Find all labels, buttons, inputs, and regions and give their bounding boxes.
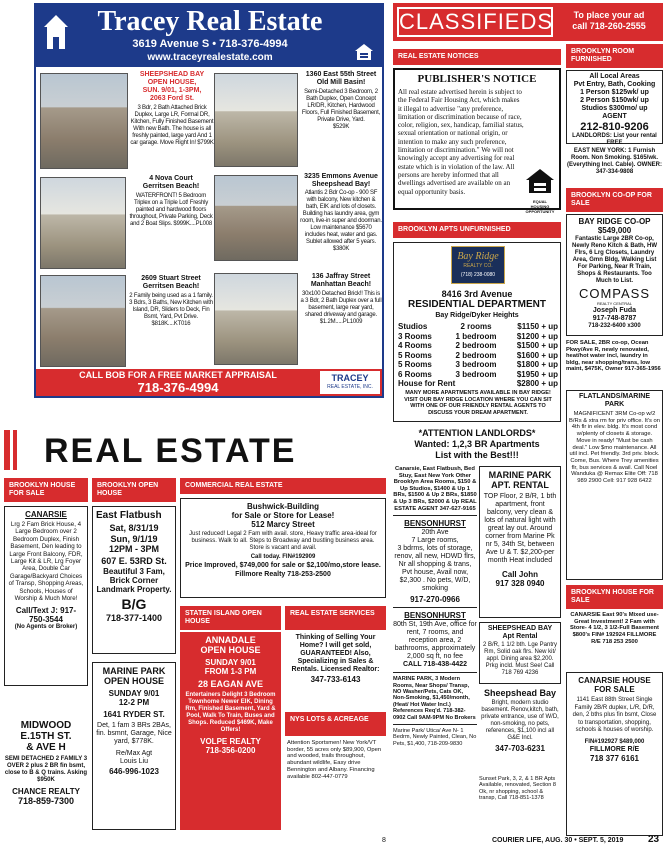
listing-2-body: Semi-Detached 3 Bedroom, 2 Bath Duplex, Open Concept LR/DR, Kitchen, Hardwood Floors, Full Finished Basement, Private Drive, Yard. $529K <box>301 89 381 130</box>
listing-5-body: 2 Family being used as a 1 family. 3 Bdrs, 3 Baths, New Kitchen with Island, DR, Sliders to Deck, Fin Bsmt, Yard, Pvt Drive. $818K....KT016 <box>129 293 213 327</box>
sheepshead-studio-title: Sheepshead Bay <box>483 688 557 698</box>
canarsie-note: (No Agents or Broker) <box>14 624 78 631</box>
marine-park-utica-ad: Marine Park/ Utica/ Ave N- 1 Bedrm, Newly Painted, Clean, No Pets, $1,400, 718-209-9830 <box>393 728 477 747</box>
bushwick-price: Price Improved, $749,000 for sale or $2,100/mo,store lease. <box>185 562 381 569</box>
canarsie-house-agent: FILLMORE R/E <box>589 745 640 753</box>
marine-park-rental-body: TOP Floor, 2 B/R, 1 bth apartment, front balcony, very clean & lots of natural light with great lay out. Around corner from Marine Pk nr 5, 34th St, between Ave U & T. $2,200-per month Heat included <box>483 493 557 564</box>
bensonhurst-1-title: BENSONHURST <box>404 519 466 529</box>
east-flatbush-ad <box>92 506 176 654</box>
publishers-notice-body: All real estate advertised herein is subject to the Federal Fair Housing Act, which makes it illegal to advertise "any preference, limitation or discrimination because of race, color, religion, sex, handicap, familial status, sexual orientation or national origin, or intention to make any such preference, limitation or discrimination." We will not knowingly accept any advertising for real estate which is in violation of the law. All persons are hereby informed that all dwellings advertised are available on an equal opportunity basis. <box>398 88 524 196</box>
rent-row <box>398 332 558 342</box>
compass-sub: REALTY CENTRAL <box>597 301 632 306</box>
listing-6 <box>300 273 382 367</box>
sheepshead-studio-phone: 347-703-6231 <box>495 744 545 753</box>
marine-park-small-ad: MARINE PARK, 3 Modern Rooms, Near Shops/ Transp, NO Washer/Pets, Cats OK, Non-Smoking, $1,450/month, (Heat/ Hot Water Incl.) References Req'd. 718-382-0902 Call 9AM-9PM No Brokers <box>393 676 476 721</box>
bay-ridge-logo-phone: (718) 238-0080 <box>460 272 496 278</box>
coop-header: BROOKLYN CO-OP FOR SALE <box>566 188 663 212</box>
canarsie-apts: Canarsie, East Flatbush, Bed Stuy, East New York Other Brooklyn Area Rooms, $150 & Up Studios, $1400 & Up 1 BRs, $1500 & Up 2 BRs, $1850 & Up 3 BRs, $2000 & Up REAL ESTATE AGENT 347-627-9165 <box>393 466 477 512</box>
listing-2-head: 1360 East 55th Street Old Mill Basin! <box>305 71 377 86</box>
east-flatbush-title: East Flatbush <box>96 510 162 521</box>
listing-photo-3[interactable] <box>40 177 126 269</box>
rent-row <box>398 370 558 380</box>
flatlands-title: FLATLANDS/MARINE PARK <box>578 393 651 408</box>
listing-1 <box>130 71 214 175</box>
canarsie-house-phone: 718 377 6161 <box>590 753 639 763</box>
fuda-phone-1: 917-748-8787 <box>592 315 637 322</box>
publishers-notice-title: PUBLISHER'S NOTICE <box>417 73 537 85</box>
rent-row <box>398 351 558 361</box>
rent-row-label: 5 Rooms <box>398 350 432 360</box>
rent-row-rooms: 3 bedroom <box>455 360 497 369</box>
bay-ridge-dept: RESIDENTIAL DEPARTMENT <box>408 299 546 310</box>
rent-row-price: $1800 + up <box>516 360 558 369</box>
east-flatbush-when: Sat, 8/31/19 Sun, 9/1/19 12PM - 3PM <box>108 523 159 554</box>
rent-row-price: $1200 + up <box>516 331 558 341</box>
bushwick-call: Call today. FIN#192909 <box>250 554 316 560</box>
flatlands-ad <box>566 390 663 580</box>
marine-open-title: MARINE PARK OPEN HOUSE <box>102 666 166 686</box>
marine-open-addr: 1641 RYDER ST. <box>103 710 165 719</box>
canarsie-call: Call/Text J: 917-750-3544 <box>15 606 77 625</box>
sheepshead-apt-title: SHEEPSHEAD BAY Apt Rental <box>487 625 553 640</box>
equal-housing-icon <box>354 43 374 61</box>
canarsie-house-fin: FIN#192927 $489,000 <box>584 738 645 745</box>
services-body: Thinking of Selling Your Home? I will get sold, GUARANTEED! Also, Specializing in Sales & Rentals. Licensed Realtor: <box>291 634 380 673</box>
bay-ridge-area: Bay Ridge/Dyker Heights <box>435 312 519 319</box>
rent-row-rooms: 3 bedroom <box>455 369 497 379</box>
rent-row-rooms <box>448 379 504 389</box>
tracey-name: Tracey Real Estate <box>97 6 323 37</box>
footer-page-right: 23 <box>648 834 660 845</box>
landlords-ad: *ATTENTION LANDLORDS* Wanted: 1,2,3 BR Apartments List with the Best!!! <box>414 428 540 460</box>
canarsie-header: BROOKLYN HOUSE FOR SALE <box>4 478 88 502</box>
marine-open-agent: Re/Max Agt Louis Liu <box>115 750 153 765</box>
room-phone: 212-810-9206 <box>580 121 649 133</box>
room-header: BROOKLYN ROOM FURNISHED <box>566 44 663 68</box>
appraisal-text: CALL BOB FOR A FREE MARKET APPRAISAL <box>79 370 277 380</box>
rent-row-label: 3 Rooms <box>398 331 432 341</box>
canarsie-body: Lrg 2 Fam Brick House, 4 Large Bedroom over 2 Bedroom Duplex, Finish Basement, Den leading to Large Front Balcony, FDR, Large Kit & LR, Lrg Foyer Area, Double Car Garage/Backyard Choices of Transp, Shopping Areas, Schools, Houses of Worship & Much More! <box>8 521 84 603</box>
bushwick-agent: Fillmore Realty 718-253-2500 <box>235 571 331 578</box>
midwood-phone: 718-859-7300 <box>17 796 75 806</box>
east-flatbush-addr: 607 E. 53RD St. <box>101 555 167 566</box>
marine-park-rental-title: MARINE PARK APT. RENTAL <box>488 470 552 490</box>
annadale-ad <box>180 632 281 830</box>
tracey-logo-sub: REAL ESTATE, INC. <box>327 384 373 390</box>
rent-row-label: 5 Rooms <box>398 360 432 369</box>
canarsie-house-ad <box>566 672 663 836</box>
annadale-title: ANNADALE OPEN HOUSE <box>200 635 261 655</box>
listing-2 <box>300 71 382 175</box>
listing-3-body: WATERFRONT! 5 Bedroom Triplex on a Triple Lot! Freshly painted and hardwood floors throughout, Private Parking, Deck and 2 Boat Slips. $999K....PL008 <box>129 193 213 227</box>
annadale-body: Entertainers Delight 3 Bedroom Townhome Newer EIK, Dining Rm, Finished Basement, Yard & Pool, Walk To Train, Buses and Shops. Reduced $469K, Make Offers! <box>185 692 276 733</box>
bay-ridge-coop-body: Fantastic Large 2BR Co-op, Newly Reno Kitch & Bath, HW Flrs, 6 Lrg Closets, Laundry Area, Gmn Bldg, Walking List For Parking, Near R Train, Shops & Restaurants. Too Much to List. <box>571 236 657 284</box>
tracey-house-logo-icon <box>42 13 70 53</box>
house-sale-header: BROOKLYN HOUSE FOR SALE <box>566 585 663 609</box>
tracey-mini-logo <box>320 371 380 394</box>
bensonhurst-1-phone: 917-270-0966 <box>410 595 460 605</box>
rent-row-rooms: 2 bedroom <box>455 350 497 360</box>
apts-col-left <box>393 466 477 838</box>
listing-6-body: 30x100 Detached Brick!! This is a 3 Bdr, 2 Bath Duplex over a full basement, large rear yard, shared driveway and garage. $1.2M.....PL1009 <box>300 291 382 325</box>
lots-header: NYS LOTS & ACREAGE <box>285 712 386 736</box>
bay-ridge-note: MANY MORE APARTMENTS AVAILABLE IN BAY RIDGE! VISIT OUR BAY RIDGE LOCATION WHERE YOU CAN SIT WITH ONE OF OUR FRIENDLY RENTAL AGENTS TO DISCUSS YOUR DREAM APARTMENT. <box>404 390 552 416</box>
listing-1-head: SHEEPSHEAD BAY OPEN HOUSE, SUN. 9/01, 1-3PM, 2063 Ford St. <box>139 71 205 102</box>
tracey-website: www.traceyrealestate.com <box>147 52 273 63</box>
annadale-addr: 28 EAGAN AVE <box>197 679 264 689</box>
eho-label: EQUAL HOUSING OPPORTUNITY <box>525 199 555 214</box>
bensonhurst-1-body: 20th Ave 7 Large rooms, 3 bdrms, lots of storage, renov, all new, HDWD flrs, Nr all shopping & trans, Pvt house, Avail now, $2,300 . No pets, W/D, smoking <box>394 529 476 593</box>
publishers-notice <box>393 68 561 214</box>
canarsie-house-title: CANARSIE HOUSE FOR SALE <box>578 676 651 694</box>
rent-row <box>398 379 558 389</box>
sheepshead-studio-ad <box>479 688 561 770</box>
classifieds-cta: To place your ad call 718-260-2555 <box>572 10 646 31</box>
room-furnished-ad <box>566 70 663 144</box>
canarsie-title: CANARSIE <box>25 510 67 519</box>
tracey-address: 3619 Avenue S • 718-376-4994 <box>132 38 288 50</box>
listing-photo-2[interactable] <box>214 73 298 167</box>
east-flatbush-desc: Beautiful 3 Fam, Brick Corner Landmark Property. <box>96 566 172 594</box>
bushwick-ad <box>180 498 386 598</box>
staten-header: STATEN ISLAND OPEN HOUSE <box>180 606 281 630</box>
annadale-phone: 718-356-0200 <box>205 746 256 755</box>
services-phone: 347-733-6143 <box>310 675 361 684</box>
rent-row <box>398 341 558 351</box>
bay-ridge-logo <box>451 246 505 284</box>
rent-row-price: $1150 + up <box>517 322 558 331</box>
footer-page-left: 8 <box>382 837 386 844</box>
midwood-ad <box>4 720 88 830</box>
sunset-park-ad: Sunset Park, 3, 2, & 1 BR Apts Available, renovated, Section 8 Ok, nr shopping, school & transp, Call 718-851-1378 <box>479 776 557 802</box>
rent-row-price: $1600 + up <box>516 350 558 360</box>
notices-header: REAL ESTATE NOTICES <box>393 49 561 65</box>
rent-row-label: 4 Rooms <box>398 341 432 350</box>
classifieds-title-box <box>397 7 553 37</box>
rent-row <box>398 360 558 370</box>
banner-stripe-left <box>4 430 10 470</box>
east-flatbush-phone: 718-377-1400 <box>105 612 163 623</box>
rent-row-rooms: 2 bedroom <box>455 341 497 350</box>
flatlands-body: MAGNIFICENT 3RM Co-op w/2 B/Rs & xtra rm for priv office. It's on 4th flr in elev. bldg. It's most cond w/plenty of closets & storage. Move in ready! "Must be cash deal." Low $mo maintenance. All util incl. Pet friendly. 3rd priv. block. Come, Bus. Where Trey amenities flr, bus services & avail. Call Noel Wanduka @ Remax Elite Off: 718 989 2900 Cell: 917 928 6422 <box>569 411 660 485</box>
classifieds-header <box>393 3 663 41</box>
bay-ridge-logo-text: Bay Ridge <box>457 251 499 262</box>
banner-stripe-left-2 <box>13 430 17 470</box>
listing-photo-1[interactable] <box>40 73 128 169</box>
listing-photo-5[interactable] <box>40 275 126 367</box>
marine-park-rental-ad <box>479 466 561 618</box>
bay-ridge-address: 8416 3rd Avenue <box>441 289 513 299</box>
appraisal-banner[interactable] <box>36 369 382 396</box>
listing-4-body: Atlantis 2 Bdr Co-op - 900 SF with balcony, New kitchen & bath, EIK and lots of closets. Building has laundry area, gym room, live-in super and doorman. Low maintenance $5670 includes heat, water and gas. Sublet allowed after 5 years. $380K <box>300 190 382 252</box>
services-ad <box>285 632 386 706</box>
bay-ridge-coop-ad <box>566 214 663 336</box>
annadale-agent: VOLPE REALTY <box>200 737 261 746</box>
listing-4-head: 3235 Emmons Avenue Sheepshead Bay! <box>304 173 378 188</box>
listing-1-body: 3 Bdr, 2 Bath Attached Brick Duplex, Large LR, Formal DR, Kitchen, Fully Finished Basement With new Bath. The house is all freshly painted, large yard And 1 car garage. Move Right In! $799K <box>130 105 214 146</box>
marine-open-when: SUNDAY 9/01 12-2 PM <box>108 689 160 707</box>
coop-sale-ad: FOR SALE, 2BR co-op, Ocean Pkwy/Ave R, newly renovated, heat/hot water incl, laundry in bldg, near shopping/trans, low maint, $475K, Owner 917-365-1956 <box>566 340 661 373</box>
rent-row <box>398 322 558 332</box>
room-note: LANDLORDS: List your rental FREE <box>572 133 657 146</box>
fuda-name: Joseph Fuda <box>592 307 637 314</box>
listing-5 <box>128 275 214 367</box>
rent-table <box>398 322 558 389</box>
bay-ridge-realty-ad <box>393 242 561 422</box>
listing-photo-4[interactable] <box>214 175 298 261</box>
bay-ridge-coop-title: BAY RIDGE CO-OP $549,000 <box>578 217 651 235</box>
tracey-header <box>36 5 382 67</box>
midwood-body: SEMI DETACHED 2 FAMILY 3 OVER 2 plus 2 BR fin bsmt, close to B & Q trains. Asking $950K <box>4 756 88 783</box>
rent-row-label: House for Rent <box>398 379 456 388</box>
apts-header: BROOKLYN APTS UNFURNISHED <box>393 222 561 238</box>
canarsie-ad <box>4 506 88 686</box>
rent-row-rooms: 2 rooms <box>460 322 492 331</box>
sheepshead-apt-body: 2 B/R, 1 1/2 bth. Lge Pantry Rm, Solid oak flrs. New kit/ appl. Dining area $2,200. Prkg incld. Must See! Call 718 769 4236 <box>482 642 558 676</box>
sheepshead-studio-body: Bright, modern studio basement. Renov,kitch, bath, private entrance, use of W/D, non-smoking, no pets, references, $1,100 incl all G&E Incl. <box>481 700 559 741</box>
sheepshead-apt-ad <box>479 622 561 684</box>
bensonhurst-2-phone: CALL 718-438-4422 <box>402 661 468 669</box>
real-estate-title: REAL ESTATE <box>44 432 297 470</box>
tracey-logo-text: TRACEY <box>331 373 369 383</box>
room-body: All Local Areas Pvt Entry, Bath, Cooking 1 Person $125wk/ up 2 Person $150wk/ up Studios $300mo/ up AGENT <box>573 73 656 120</box>
marine-park-rental-phone: Call John 917 328 0940 <box>495 570 545 588</box>
listing-6-head: 136 Jaffray Street Manhattan Beach! <box>310 273 372 288</box>
footer-publication: COURIER LIFE, AUG. 30 • SEPT. 5, 2019 <box>492 837 624 844</box>
annadale-when: SUNDAY 9/01 FROM 1-3 PM <box>204 658 257 676</box>
classifieds-title: CLASSIFIEDS <box>399 9 554 34</box>
bushwick-body: Just reduced! Legal 2 Fam with avail. store, Heavy traffic area-ideal for business. Walk to all. Steps to Broadway and bustling business area. Store is vacant and avail. <box>189 531 377 551</box>
listing-photo-6[interactable] <box>214 273 298 365</box>
listing-5-head: 2609 Stuart Street Gerritsen Beach! <box>141 275 201 290</box>
bg-logo: B/G <box>121 595 147 612</box>
rent-row-label: Studios <box>398 322 428 331</box>
lots-ad: Attention Sportsmen! New York/VT border, 55 acres only $89,900, Open and wooded, trails throughout, abundant wildlife, Easy drive Bennington and Albany. Financing available 802-447-0779 <box>287 740 382 780</box>
open-house-header: BROOKLYN OPEN HOUSE <box>92 478 176 502</box>
listing-3-head: 4 Nova Court Gerritsen Beach! <box>142 175 200 190</box>
tracey-ad <box>34 3 384 398</box>
midwood-title: MIDWOOD E.15TH ST. & AVE H <box>20 720 72 753</box>
services-header: REAL ESTATE SERVICES <box>285 606 386 630</box>
compass-logo: COMPASS <box>578 286 651 301</box>
bushwick-title: Bushwick-Building for Sale or Store for Lease! 512 Marcy Street <box>231 502 335 529</box>
commercial-header: COMMERCIAL REAL ESTATE <box>180 478 386 494</box>
marine-open-ad <box>92 662 176 830</box>
bensonhurst-2-title: BENSONHURST <box>404 611 466 621</box>
apts-col-right <box>479 466 561 838</box>
canarsie-90s-ad: CANARSIE East 90's Mixed use- Great Investment! 2 Fam with Store- 4 1/2, 3 1/2-Full Basement $800's FIN# 192924 FILLMORE R/E 718 253 2500 <box>570 612 659 645</box>
bay-ridge-logo-sub: REALTY CO. <box>463 263 493 269</box>
rent-row-price: $2800 + up <box>516 379 558 388</box>
east-ny-ad: EAST NEW YORK: 1 Furnish Room. Non Smoking. $165/wk. (Everything Incl. Cable). OWNER: 347-334-9808 <box>566 148 662 175</box>
listing-4 <box>300 173 382 275</box>
midwood-agent: CHANCE REALTY <box>12 787 80 796</box>
rent-row-price: $1500 + up <box>516 341 558 350</box>
rent-row-label: 6 Rooms <box>398 369 432 379</box>
rent-row-price: $1950 + up <box>516 369 558 379</box>
bensonhurst-2-body: 80th St, 19th Ave, office for rent, 7 rooms, and reception area, 2 bathrooms, approximately 2,000 sq ft, no fee <box>393 621 477 661</box>
appraisal-phone: 718-376-4994 <box>137 380 219 395</box>
marine-open-desc: Det, 1 fam 3 BRs 2BAs, fin. bsmnt, Garage, Nice yard, $778K. <box>96 722 172 745</box>
eho-logo-icon <box>525 168 555 214</box>
real-estate-banner <box>4 430 386 470</box>
marine-open-phone: 646-996-1023 <box>109 767 159 776</box>
fuda-phone-2: 718-232-6400 x300 <box>588 323 641 329</box>
listing-3 <box>128 175 214 273</box>
rent-row-rooms: 1 bedroom <box>455 331 497 341</box>
canarsie-house-body: 1141 East 88th Street Single Family 2B/R duplex, L/R, D/R, den, 2 bths plus fin bsmt, Close to transportation, shopping, schools & houses of worship. <box>572 697 657 733</box>
